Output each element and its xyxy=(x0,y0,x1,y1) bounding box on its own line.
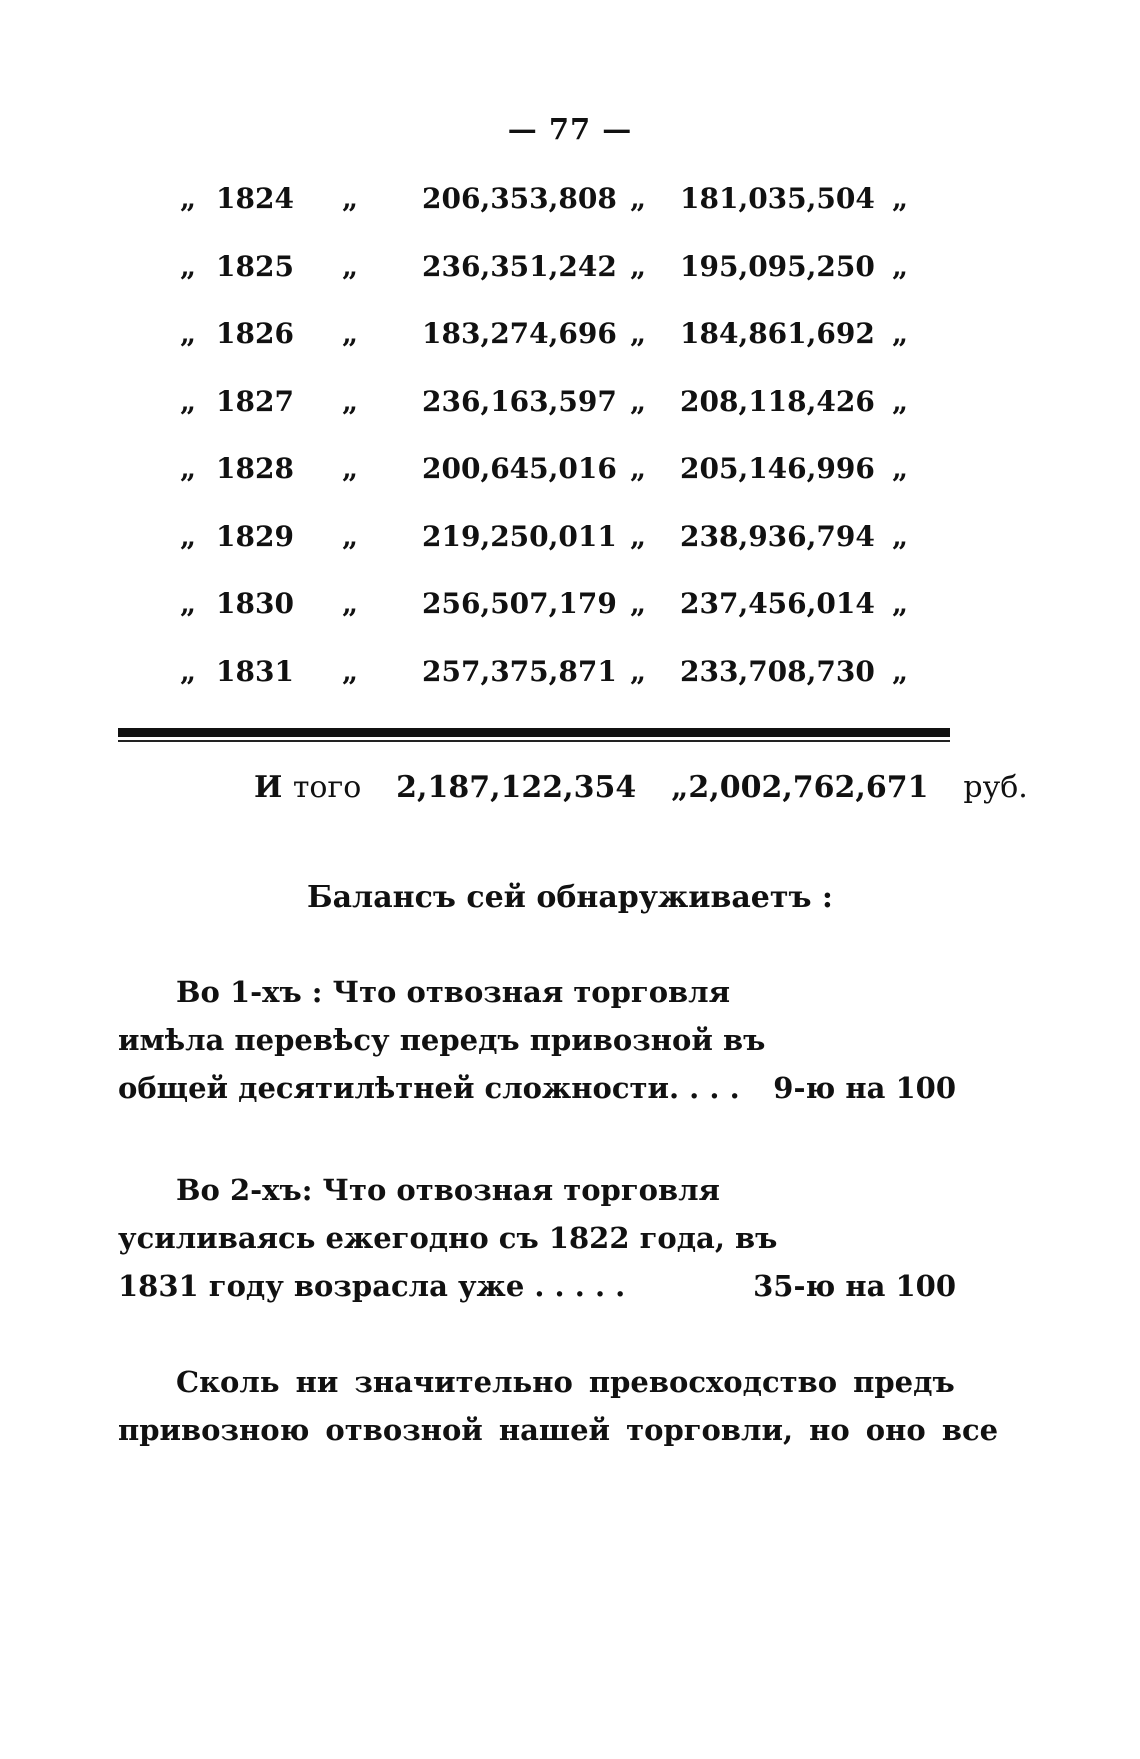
table-row xyxy=(180,452,955,520)
ditto-mark: „ xyxy=(630,519,647,553)
table-row xyxy=(180,250,955,318)
ditto-mark: „ xyxy=(892,519,909,553)
paragraph-first xyxy=(118,968,956,1112)
exports-cell: 200,645,016 xyxy=(422,452,617,485)
ditto-mark: „ xyxy=(630,182,647,215)
total-label: того xyxy=(292,770,362,805)
ditto-mark: „ xyxy=(180,654,197,688)
ditto-mark: „ xyxy=(180,452,197,485)
imports-cell: 233,708,730 xyxy=(680,654,875,688)
imports-cell: 184,861,692 xyxy=(680,317,875,350)
text-line: Во 1-хъ : Что отвозная торговля xyxy=(176,975,731,1009)
text-line: привозною отвозной нашей торговли, но оно все xyxy=(118,1413,999,1447)
ditto-mark: „ xyxy=(342,452,359,485)
total-unit: руб. xyxy=(963,770,1028,805)
ditto-mark: „ xyxy=(342,249,359,283)
ditto-mark: „ xyxy=(892,182,909,215)
ditto-mark: „ xyxy=(892,384,909,418)
imports-cell: 238,936,794 xyxy=(680,519,875,553)
paragraph-third xyxy=(118,1358,999,1454)
table-row xyxy=(180,182,955,250)
text-line xyxy=(118,1262,956,1310)
imports-cell: 195,095,250 xyxy=(680,249,875,283)
total-label-initial: И xyxy=(254,770,283,805)
year-cell: 1831 xyxy=(216,654,294,688)
ditto-mark: „ xyxy=(342,654,359,688)
ditto-mark: „ xyxy=(892,249,909,283)
ditto-mark: „ xyxy=(342,182,359,215)
ditto-mark: „ xyxy=(892,587,909,620)
ditto-mark: „ xyxy=(892,317,909,350)
text-line: усиливаясь ежегодно съ 1822 года, въ xyxy=(118,1221,778,1255)
imports-cell: 208,118,426 xyxy=(680,384,875,418)
text-line xyxy=(118,1064,956,1112)
year-cell: 1828 xyxy=(216,452,294,485)
imports-cell: 237,456,014 xyxy=(680,587,875,620)
text-line-content: общей десятилѣтней сложности. . . . xyxy=(118,1071,740,1105)
exports-cell: 257,375,871 xyxy=(422,654,617,688)
ditto-mark: „ xyxy=(180,384,197,418)
total-exports: 2,187,122,354 xyxy=(396,770,637,805)
ditto-mark: „ xyxy=(630,249,647,283)
table-row xyxy=(180,317,955,385)
table-row xyxy=(180,655,955,723)
ditto-mark: „ xyxy=(342,519,359,553)
exports-cell: 183,274,696 xyxy=(422,317,617,350)
year-cell: 1829 xyxy=(216,519,294,553)
ditto-mark: „ xyxy=(180,519,197,553)
trade-table xyxy=(180,182,955,722)
ratio-value: 35-ю на 100 xyxy=(753,1269,956,1303)
imports-cell: 205,146,996 xyxy=(680,452,875,485)
ditto-mark: „ xyxy=(630,452,647,485)
ditto-mark: „ xyxy=(342,587,359,620)
total-imports: „2,002,762,671 xyxy=(671,770,929,805)
ditto-mark: „ xyxy=(180,182,197,215)
page-number: — 77 — xyxy=(507,112,633,146)
text-line: Во 2-хъ: Что отвозная торговля xyxy=(176,1173,720,1207)
ditto-mark: „ xyxy=(630,654,647,688)
year-cell: 1825 xyxy=(216,249,294,283)
text-line: Сколь ни значительно превосходство предъ xyxy=(176,1365,955,1399)
table-row xyxy=(180,587,955,655)
total-rule xyxy=(118,728,950,737)
year-cell: 1830 xyxy=(216,587,294,620)
total-row xyxy=(254,770,1028,805)
text-line-content: 1831 году возрасла уже . . . . . xyxy=(118,1269,626,1303)
ditto-mark: „ xyxy=(342,384,359,418)
balance-heading: Балансъ сей обнаруживаетъ : xyxy=(306,880,834,915)
exports-cell: 236,163,597 xyxy=(422,384,617,418)
year-cell: 1826 xyxy=(216,317,294,350)
total-rule-thin xyxy=(118,740,950,742)
ditto-mark: „ xyxy=(180,249,197,283)
ditto-mark: „ xyxy=(180,587,197,620)
ditto-mark: „ xyxy=(630,384,647,418)
paragraph-second xyxy=(118,1166,956,1310)
ditto-mark: „ xyxy=(892,654,909,688)
year-cell: 1827 xyxy=(216,384,294,418)
table-row xyxy=(180,520,955,588)
ditto-mark: „ xyxy=(342,317,359,350)
exports-cell: 206,353,808 xyxy=(422,182,617,215)
ditto-mark: „ xyxy=(630,317,647,350)
text-line: имѣла перевѣсу передъ привозной въ xyxy=(118,1023,766,1057)
ratio-value: 9-ю на 100 xyxy=(773,1071,956,1105)
ditto-mark: „ xyxy=(892,452,909,485)
exports-cell: 236,351,242 xyxy=(422,249,617,283)
ditto-mark: „ xyxy=(630,587,647,620)
exports-cell: 256,507,179 xyxy=(422,587,617,620)
year-cell: 1824 xyxy=(216,182,294,215)
imports-cell: 181,035,504 xyxy=(680,182,875,215)
ditto-mark: „ xyxy=(180,317,197,350)
exports-cell: 219,250,011 xyxy=(422,519,617,553)
table-row xyxy=(180,385,955,453)
